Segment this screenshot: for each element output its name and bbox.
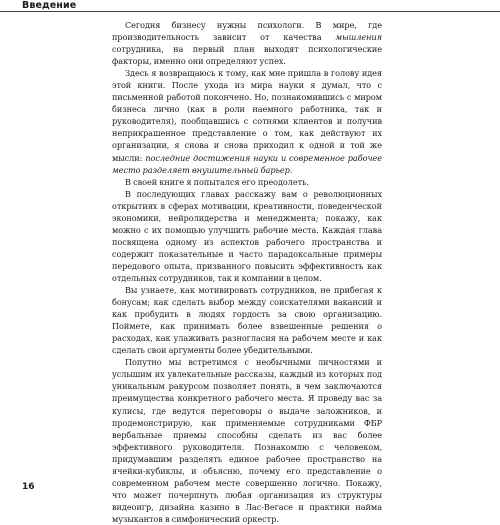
paragraph	[112, 19, 382, 67]
text-segment: Сегодня бизнесу нужны психологи. В мире, где производительность зависит от качества	[112, 20, 382, 43]
text-segment: В своей книге я попытался его преодолеть.	[125, 176, 309, 187]
paragraph	[112, 188, 382, 284]
text-segment-italic: мышления	[335, 32, 382, 43]
text-segment: сотрудника, на первый план выходят психологические факторы, именно они определяют успех.	[112, 44, 382, 67]
header-rule	[0, 11, 500, 12]
text-segment-italic: последние достижения науки и современное рабочее место разделяет внушительный барьер.	[112, 152, 382, 175]
text-segment: В последующих главах расскажу вам о революционных открытиях в сферах мотивации, креативности, поведенческой экономики, нейролидерства и менеджмента; покажу, как можно с их помощью улучшить рабочие места. Каждая глава посвящена одному из аспектов рабочего пространства и содержит показательные и часто парадоксальные примеры передового опыта, призванного повысить эффективность как отдельных сотрудников, так и компании в целом.	[112, 188, 382, 283]
paragraph	[112, 67, 382, 175]
section-title: Введение	[22, 0, 77, 11]
text-segment: Вы узнаете, как мотивировать сотрудников, не прибегая к бонусам; как сделать выбор между соискателями вакансий и как пробудить в людях гордость за свою организацию. Поймете, как принимать более взвешенные решения о расходах, как улаживать разногласия на рабочем месте и как сделать свои аргументы более убедительными.	[112, 285, 382, 356]
text-segment: Здесь я возвращаюсь к тому, как мне пришла в голову идея этой книги. После ухода из мира науки я думал, что с письменной работой покончено. Но, познакомившись с миром бизнеса лично (как в роли наемного работника, так и руководителя), пообщавшись с сотнями клиентов и получив неприкрашенное представление о том, как действуют их организации, я снова и снова приходил к одной и той же мысли:	[112, 68, 382, 163]
page-number: 16	[22, 482, 35, 492]
paragraph	[112, 176, 382, 188]
paragraph	[112, 284, 382, 356]
body-text	[112, 19, 382, 525]
text-segment: Попутно мы встретимся с необычными личностями и услышим их увлекательные рассказы, каждый из которых под уникальным ракурсом позволяет понять, в чем заключаются преимущества конкретного рабочего места. Я проведу вас за кулисы, где ведутся переговоры о выдаче заложников, и продемонстрирую, как применяемые сотрудниками ФБР вербальные приемы способны сделать из вас более эффективного руководителя. Познакомлю с человеком, придумавшим разделять единое рабочее пространство на ячейки-кубиклы, и объясню, почему его представление о современном рабочем месте совершенно логично. Покажу, что может почерпнуть любая организация из структуры видеоигр, дизайна казино в Лас-Вегасе и практики найма музыкантов в симфонический оркестр.	[112, 357, 382, 524]
